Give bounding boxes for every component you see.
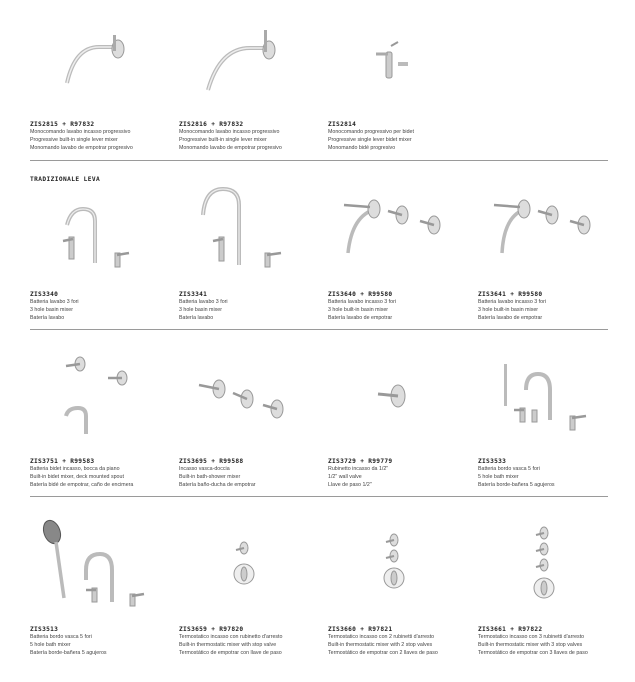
description-en: 3 hole built-in basin mixer — [478, 307, 539, 313]
description-it: Monocomando lavabo incasso progressivo — [179, 129, 280, 135]
wall-basin-mixer-long-image — [200, 30, 285, 95]
description-es: Batería lavabo de empotrar — [328, 315, 393, 321]
product-code: ZIS3729 + R99779 — [328, 458, 393, 465]
description-es: Batería borde-bañera 5 agujeros — [478, 482, 555, 488]
divider — [30, 329, 608, 330]
description-it: Termostatico incasso con 3 rubinetti d'arresto — [478, 634, 585, 640]
description-it: Monocomando progressivo per bidet — [328, 129, 414, 135]
description-en: 5 hole bath mixer — [478, 474, 519, 480]
bath-mixer-five-hole-image — [490, 360, 590, 435]
product-code: ZIS3341 — [179, 291, 208, 298]
description-en: Progressive built-in single lever mixer — [179, 137, 267, 143]
product-code: ZIS3641 + R99580 — [478, 291, 543, 298]
product-code: ZIS3340 — [30, 291, 59, 298]
description-it: Termostatico incasso con rubinetto d'arresto — [179, 634, 283, 640]
description-en: Progressive built-in single lever mixer — [30, 137, 118, 143]
product-code: ZIS3660 + R97821 — [328, 626, 393, 633]
description-es: Batería lavabo — [179, 315, 214, 321]
description-es: Batería borde-bañera 5 agujeros — [30, 650, 107, 656]
product-code: ZIS3695 + R99588 — [179, 458, 244, 465]
description-es: Batería lavabo — [30, 315, 65, 321]
bidet-mixer-image — [370, 40, 415, 80]
description-en: 5 hole bath mixer — [30, 642, 71, 648]
built-in-basin-mixer-long-image — [490, 195, 595, 265]
description-es: Monomando bidé progresivo — [328, 145, 396, 151]
description-en: Progressive single lever bidet mixer — [328, 137, 412, 143]
description-it: Batteria lavabo 3 fori — [179, 299, 228, 305]
wall-valve-image — [372, 380, 412, 415]
bath-mixer-with-hand-shower-image — [38, 518, 148, 613]
description-es: Termostático de empotrar con 3 llaves de paso — [478, 650, 588, 656]
description-it: Batteria lavabo incasso 3 fori — [328, 299, 397, 305]
thermostatic-three-stop-valves-image — [528, 525, 568, 603]
description-en: Built-in thermostatic mixer with 2 stop valves — [328, 642, 433, 648]
product-code: ZIS3751 + R99583 — [30, 458, 95, 465]
description-en: 3 hole basin mixer — [179, 307, 222, 313]
built-in-basin-mixer-image — [340, 195, 445, 265]
description-it: Monocomando lavabo incasso progressivo — [30, 129, 131, 135]
description-en: 3 hole basin mixer — [30, 307, 73, 313]
description-en: Built-in thermostatic mixer with 3 stop valves — [478, 642, 583, 648]
description-it: Rubinetto incasso da 1/2" — [328, 466, 389, 472]
description-it: Batteria bordo vasca 5 fori — [30, 634, 92, 640]
built-in-bidet-mixer-image — [60, 350, 140, 440]
product-code: ZIS3513 — [30, 626, 59, 633]
description-it: Incasso vasca-doccia — [179, 466, 230, 472]
three-hole-basin-mixer-image — [55, 203, 135, 273]
description-es: Llave de paso 1/2" — [328, 482, 372, 488]
divider — [30, 160, 608, 161]
description-es: Termostático de empotrar con llave de paso — [179, 650, 282, 656]
product-code: ZIS3533 — [478, 458, 507, 465]
thermostatic-one-stop-valve-image — [228, 540, 268, 590]
product-code: ZIS2815 + R97832 — [30, 121, 95, 128]
description-es: Batería bidé de empotrar, caño de encimera — [30, 482, 134, 488]
bath-shower-mixer-image — [185, 375, 295, 425]
description-es: Termostático de empotrar con 2 llaves de paso — [328, 650, 438, 656]
description-it: Termostatico incasso con 2 rubinetti d'arresto — [328, 634, 435, 640]
product-code: ZIS3661 + R97822 — [478, 626, 543, 633]
description-en: 1/2" wall valve — [328, 474, 362, 480]
product-code: ZIS2814 — [328, 121, 357, 128]
description-es: Monomando lavabo de empotrar progresivo — [179, 145, 282, 151]
product-code: ZIS3659 + R97820 — [179, 626, 244, 633]
description-en: Built-in bidet mixer, deck mounted spout — [30, 474, 124, 480]
product-code: ZIS3640 + R99580 — [328, 291, 393, 298]
divider — [30, 496, 608, 497]
wall-basin-mixer-image — [55, 35, 135, 95]
description-es: Batería baño-ducha de empotrar — [179, 482, 256, 488]
three-hole-basin-mixer-tall-image — [195, 185, 285, 275]
description-it: Batteria lavabo 3 fori — [30, 299, 79, 305]
description-it: Batteria bordo vasca 5 fori — [478, 466, 540, 472]
description-it: Batteria bidet incasso, bocca da piano — [30, 466, 120, 472]
description-it: Batteria lavabo incasso 3 fori — [478, 299, 547, 305]
description-en: 3 hole built-in basin mixer — [328, 307, 389, 313]
description-en: Built-in thermostatic mixer with stop valve — [179, 642, 277, 648]
section-title: TRADIZIONALE LEVA — [30, 176, 101, 183]
product-code: ZIS2816 + R97832 — [179, 121, 244, 128]
description-es: Monomando lavabo de empotrar progresivo — [30, 145, 133, 151]
description-en: Built-in bath-shower mixer — [179, 474, 241, 480]
thermostatic-two-stop-valves-image — [378, 532, 418, 592]
description-es: Batería lavabo de empotrar — [478, 315, 543, 321]
